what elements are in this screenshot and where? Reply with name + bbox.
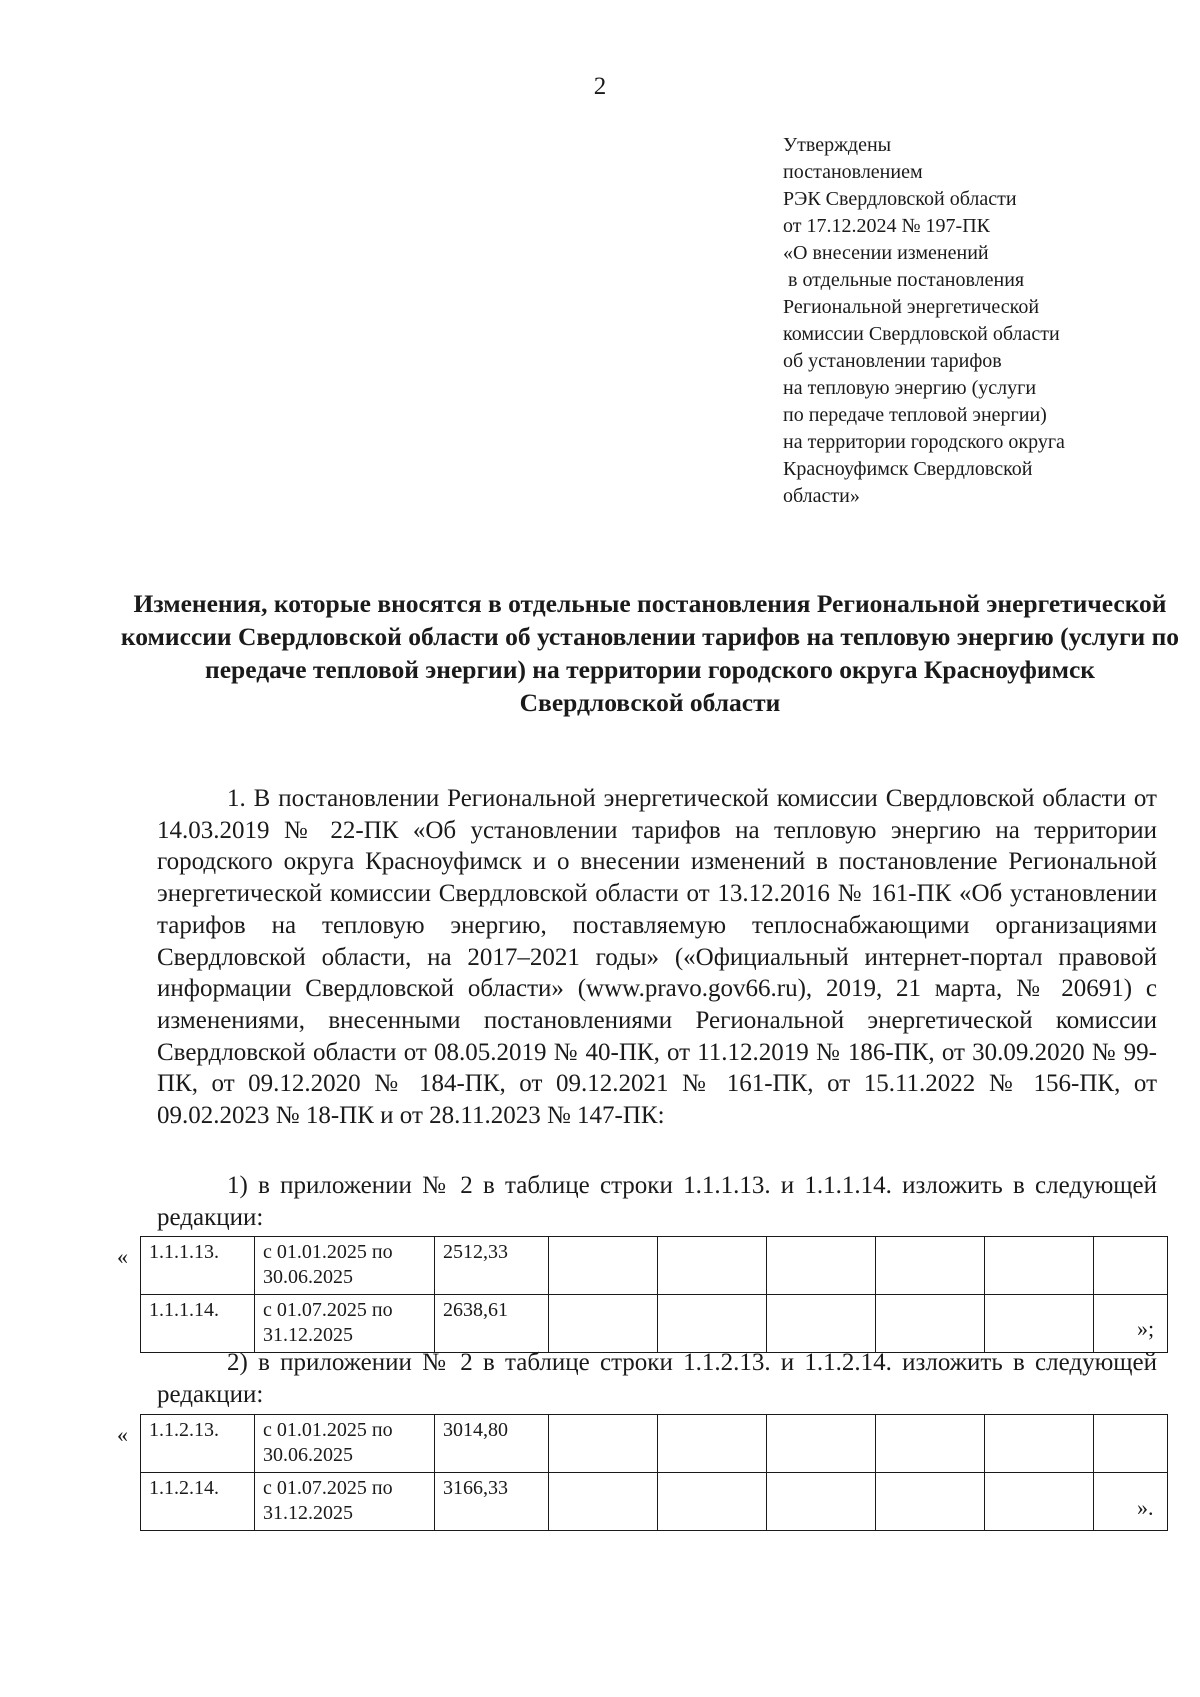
empty-cell <box>985 1237 1094 1295</box>
approval-line: от 17.12.2024 № 197-ПК <box>783 215 991 237</box>
tariff-table-2 <box>140 1414 1168 1531</box>
table-2-open-quote: « <box>117 1422 128 1447</box>
table-2-close-quote: ». <box>1137 1495 1154 1520</box>
empty-cell <box>1094 1415 1168 1473</box>
row-period-cell: с 01.01.2025 по 30.06.2025 <box>255 1237 435 1295</box>
empty-cell <box>767 1473 876 1531</box>
table-row <box>141 1415 1168 1473</box>
approval-line: «О внесении изменений <box>783 242 989 264</box>
empty-cell <box>658 1473 767 1531</box>
empty-cell <box>767 1295 876 1353</box>
row-code-cell: 1.1.1.14. <box>141 1295 255 1353</box>
approval-line: комиссии Свердловской области <box>783 323 1060 345</box>
approval-line: области» <box>783 485 860 507</box>
empty-cell <box>1094 1473 1168 1531</box>
approval-line: постановлением <box>783 161 923 183</box>
empty-cell <box>985 1415 1094 1473</box>
approval-block <box>783 132 1183 510</box>
row-code-cell: 1.1.2.13. <box>141 1415 255 1473</box>
table-1-open-quote: « <box>117 1244 128 1269</box>
approval-line: РЭК Свердловской области <box>783 188 1017 210</box>
empty-cell <box>549 1295 658 1353</box>
empty-cell <box>549 1415 658 1473</box>
empty-cell <box>985 1295 1094 1353</box>
empty-cell <box>985 1473 1094 1531</box>
empty-cell <box>876 1295 985 1353</box>
row-period-cell: с 01.07.2025 по 31.12.2025 <box>255 1295 435 1353</box>
table-row <box>141 1473 1168 1531</box>
empty-cell <box>549 1237 658 1295</box>
page-number: 2 <box>593 73 607 100</box>
row-value-cell: 2638,61 <box>435 1295 549 1353</box>
empty-cell <box>549 1473 658 1531</box>
row-code-cell: 1.1.2.14. <box>141 1473 255 1531</box>
item-1-paragraph: 1. В постановлении Региональной энергетической комиссии Свердловской области от 14.03.2019 № 22-ПК «Об установлении тарифов на тепловую энергию на территории городского округа Красноуфимск и о внесении изменений в постановление Региональной энергетической комиссии Свердловской области от 13.12.2016 № 161-ПК «Об установлении тарифов на тепловую энергию, поставляемую теплоснабжающими организациями Свердловской области, на 2017–2021 годы» («Официальный интернет-портал правовой информации Свердловской области» (www.pravo.gov66.ru), 2019, 21 марта, № 20691) с изменениями, внесенными постановлениями Региональной энергетической комиссии Свердловской области от 08.05.2019 № 40-ПК, от 11.12.2019 № 186-ПК, от 30.09.2020 № 99-ПК, от 09.12.2020 № 184-ПК, от 09.12.2021 № 161-ПК, от 15.11.2022 № 156-ПК, от 09.02.2023 № 18-ПК и от 28.11.2023 № 147-ПК: <box>157 785 1157 1130</box>
row-value-cell: 2512,33 <box>435 1237 549 1295</box>
table-row <box>141 1237 1168 1295</box>
approval-line: Красноуфимск Свердловской <box>783 458 1033 480</box>
empty-cell <box>876 1473 985 1531</box>
approval-line: об установлении тарифов <box>783 350 1002 372</box>
approval-line: Утверждены <box>783 134 892 156</box>
approval-line: в отдельные постановления <box>783 269 1025 291</box>
subitem-2-paragraph: 2) в приложении № 2 в таблице строки 1.1.2.13. и 1.1.2.14. изложить в следующей редакции: <box>157 1349 1157 1408</box>
approval-line: по передаче тепловой энергии) <box>783 404 1047 426</box>
subitem-1-paragraph: 1) в приложении № 2 в таблице строки 1.1.1.13. и 1.1.1.14. изложить в следующей редакции: <box>157 1172 1157 1231</box>
empty-cell <box>658 1295 767 1353</box>
empty-cell <box>767 1415 876 1473</box>
empty-cell <box>876 1415 985 1473</box>
tariff-table-1 <box>140 1236 1168 1353</box>
empty-cell <box>1094 1237 1168 1295</box>
empty-cell <box>658 1415 767 1473</box>
approval-line: на тепловую энергию (услуги <box>783 377 1037 399</box>
empty-cell <box>876 1237 985 1295</box>
empty-cell <box>658 1237 767 1295</box>
empty-cell <box>1094 1295 1168 1353</box>
empty-cell <box>767 1237 876 1295</box>
row-period-cell: с 01.07.2025 по 31.12.2025 <box>255 1473 435 1531</box>
row-period-cell: с 01.01.2025 по 30.06.2025 <box>255 1415 435 1473</box>
table-1-close-quote: »; <box>1137 1316 1155 1341</box>
document-heading: Изменения, которые вносятся в отдельные постановления Региональной энергетической комиссии Свердловской области об установлении тарифов на тепловую энергию (услуги по передаче тепловой энергии) на территории городского округа Красноуфимск Свердловской области <box>120 589 1180 717</box>
row-value-cell: 3166,33 <box>435 1473 549 1531</box>
table-row <box>141 1295 1168 1353</box>
row-code-cell: 1.1.1.13. <box>141 1237 255 1295</box>
row-value-cell: 3014,80 <box>435 1415 549 1473</box>
approval-line: Региональной энергетической <box>783 296 1040 318</box>
approval-line: на территории городского округа <box>783 431 1065 453</box>
